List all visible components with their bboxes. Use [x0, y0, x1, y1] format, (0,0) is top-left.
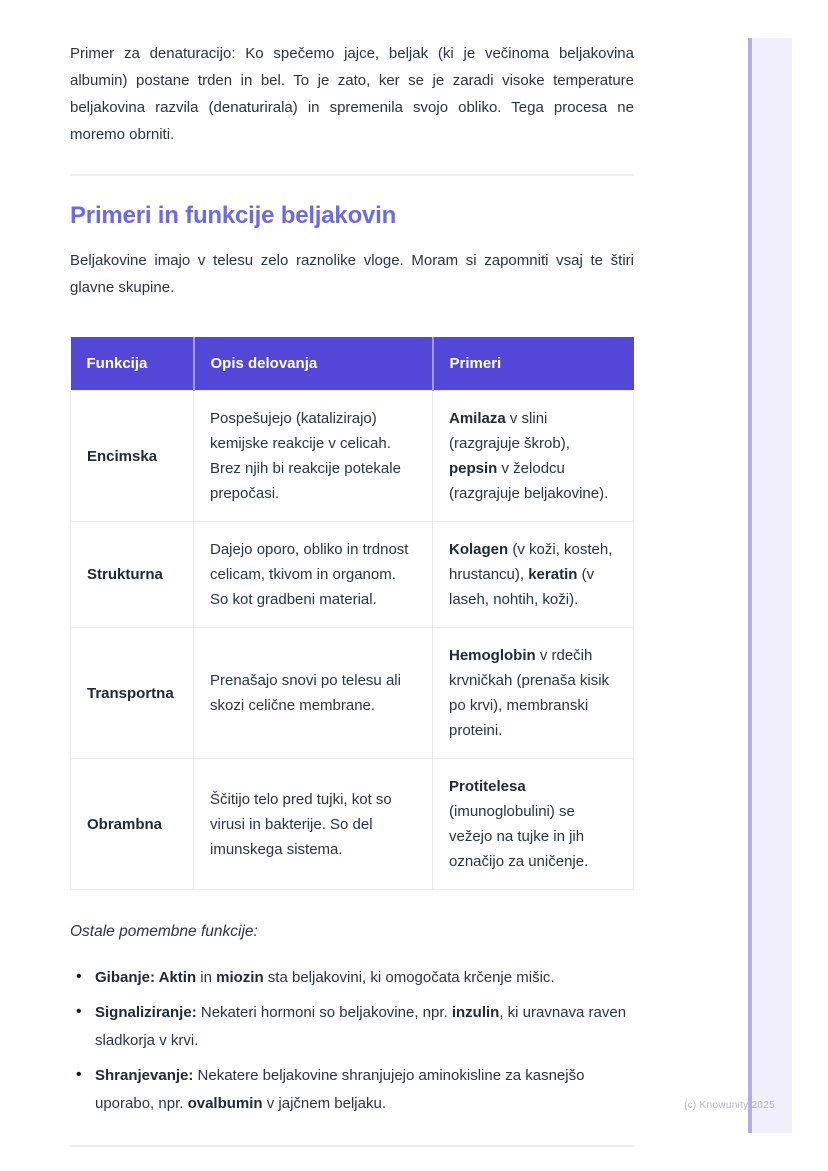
protein-functions-table — [70, 337, 634, 890]
row-label-strukturna: Strukturna — [71, 522, 194, 628]
row-label-encimska: Encimska — [71, 391, 194, 522]
row-label-obrambna: Obrambna — [71, 759, 194, 890]
table-row — [71, 391, 634, 522]
table-header-primeri: Primeri — [433, 337, 634, 391]
row-description: Pospešujejo (katalizirajo) kemijske reakcije v celicah. Brez njih bi reakcije potekale prepočasi. — [194, 391, 433, 522]
section-heading: Primeri in funkcije beljakovin — [70, 202, 397, 229]
table-header-opis: Opis delovanja — [194, 337, 433, 391]
section-divider-bottom — [70, 1145, 634, 1147]
list-item-text: Shranjevanje: Nekatere beljakovine shranjujejo aminokisline za kasnejšo uporabo, npr. ovalbumin v jajčnem beljaku. — [95, 1067, 585, 1112]
section-intro-paragraph: Beljakovine imajo v telesu zelo raznolike vloge. Moram si zapomniti vsaj te štiri glavne skupine. — [70, 252, 634, 296]
list-item-gibanje — [70, 964, 634, 992]
table-row — [71, 759, 634, 890]
list-item-signaliziranje — [70, 999, 634, 1055]
table-row — [71, 522, 634, 628]
table-row — [71, 628, 634, 759]
row-examples: Amilaza v slini (razgrajuje škrob), pepsin v želodcu (razgrajuje beljakovine). — [433, 391, 634, 522]
list-item-text: Gibanje: Aktin in miozin sta beljakovini, ki omogočata krčenje mišic. — [95, 969, 555, 986]
row-description: Dajejo oporo, obliko in trdnost celicam, tkivom in organom. So kot gradbeni material. — [194, 522, 433, 628]
table-header-funkcija: Funkcija — [71, 337, 194, 391]
row-description: Ščitijo telo pred tujki, kot so virusi in bakterije. So del imunskega sistema. — [194, 759, 433, 890]
footer-watermark: (c) Knowunity 2025 — [683, 1100, 775, 1111]
bullet-dot: • — [76, 1003, 82, 1020]
row-description: Prenašajo snovi po telesu ali skozi celične membrane. — [194, 628, 433, 759]
right-accent-panel — [752, 38, 792, 1133]
bullet-dot: • — [76, 1066, 82, 1083]
section-divider-top — [70, 174, 634, 176]
row-examples: Kolagen (v koži, kosteh, hrustancu), keratin (v laseh, nohtih, koži). — [433, 522, 634, 628]
other-functions-label: Ostale pomembne funkcije: — [70, 923, 258, 940]
other-functions-list — [70, 964, 634, 1118]
list-item-text: Signaliziranje: Nekateri hormoni so beljakovine, npr. inzulin, ki uravnava raven sladkorja v krvi. — [95, 1004, 627, 1049]
row-label-transportna: Transportna — [71, 628, 194, 759]
row-examples: Hemoglobin v rdečih krvničkah (prenaša kisik po krvi), membranski proteini. — [433, 628, 634, 759]
intro-paragraph: Primer za denaturacijo: Ko spečemo jajce, beljak (ki je večinoma beljakovina albumin) postane trden in bel. To je zato, ker se je zaradi visoke temperature beljakovina razvila (denaturirala) in spremenila svojo obliko. Tega procesa ne moremo obrniti. — [70, 45, 634, 143]
list-item-shranjevanje — [70, 1062, 634, 1118]
row-examples: Protitelesa (imunoglobulini) se vežejo na tujke in jih označijo za uničenje. — [433, 759, 634, 890]
document-content — [70, 40, 634, 1147]
table-header-row — [71, 337, 634, 391]
bullet-dot: • — [76, 968, 82, 985]
